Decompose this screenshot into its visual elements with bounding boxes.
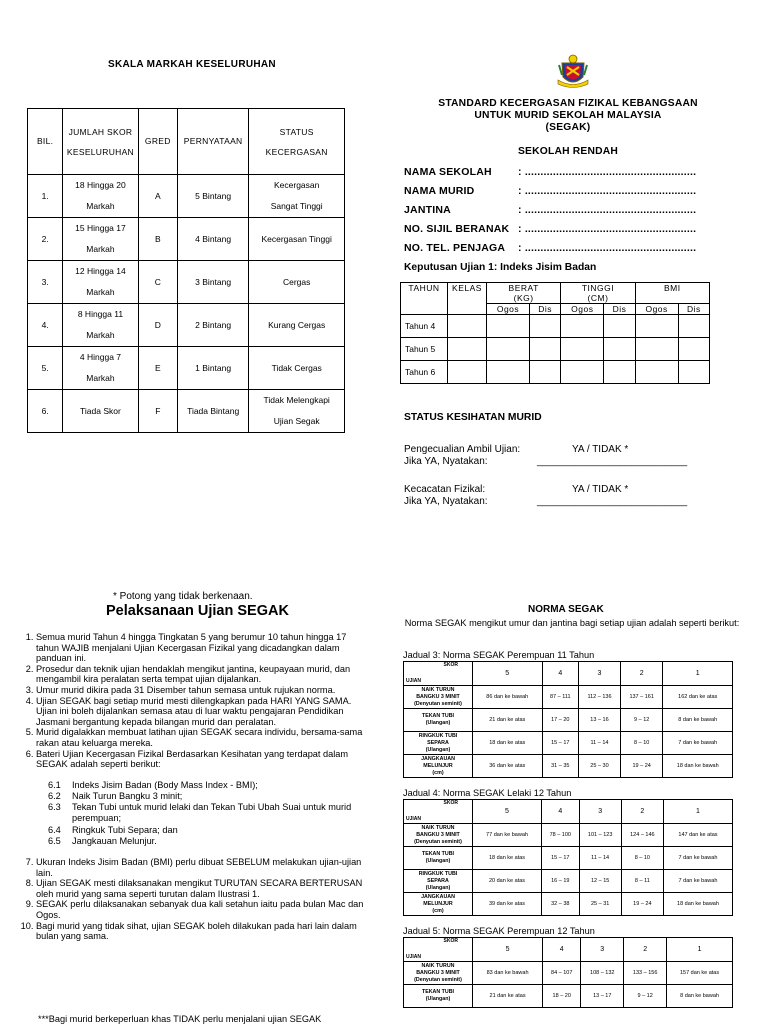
scale-table	[27, 108, 345, 433]
norma-value: 13 – 17	[581, 985, 624, 1008]
norma-value: 12 – 15	[579, 870, 621, 893]
bmi-row	[401, 338, 710, 361]
norma-value: 101 – 123	[579, 824, 621, 847]
norma-test-label: NAIK TURUN BANGKU 3 MINIT (Denyutan seminit)	[404, 686, 473, 709]
scale-header-skor: JUMLAH SKOR KESELURUHAN	[63, 109, 138, 175]
bmi-cell[interactable]	[487, 315, 530, 338]
scale-header-status: STATUS KECERGASAN	[249, 109, 345, 175]
scale-bil: 6.	[28, 390, 63, 433]
health-status-title: STATUS KESIHATAN MURID	[404, 412, 542, 423]
scale-skor: 4 Hingga 7 Markah	[63, 347, 138, 390]
bmi-cell[interactable]	[678, 361, 709, 384]
norma-row	[404, 847, 733, 870]
rules-list-2	[14, 857, 366, 942]
norma-table-title: Jadual 5: Norma SEGAK Perempuan 12 Tahun	[403, 926, 595, 936]
scale-pernyataan: 3 Bintang	[177, 261, 248, 304]
scale-pernyataan: 1 Bintang	[177, 347, 248, 390]
form-value-field[interactable]: : .......................................................	[518, 166, 697, 178]
norma-value: 77 dan ke bawah	[473, 824, 542, 847]
norma-value: 15 – 17	[542, 847, 580, 870]
form-label: NAMA MURID	[404, 185, 475, 197]
norma-value: 84 – 107	[543, 962, 581, 985]
bmi-sub-dis: Dis	[678, 304, 709, 315]
norma-score-header: 4	[542, 662, 579, 686]
norma-value: 9 – 12	[624, 985, 667, 1008]
norma-score-header: 4	[542, 800, 580, 824]
norma-score-header: 5	[473, 800, 542, 824]
bmi-cell[interactable]	[561, 315, 604, 338]
scale-row	[28, 261, 345, 304]
scale-row	[28, 304, 345, 347]
bmi-header-tahun: TAHUN	[401, 283, 448, 315]
norma-value: 31 – 35	[542, 755, 579, 778]
health-q1-line: ___________________________	[537, 456, 688, 467]
scale-status: Tidak Cergas	[249, 347, 345, 390]
norma-header-row	[404, 938, 733, 962]
scale-header-gred: GRED	[138, 109, 177, 175]
rule-item: 1. Semua murid Tahun 4 hingga Tingkatan 5 yang berumur 10 tahun hingga 17 tahun WAJIB menjalani Ujian Kecergasan Fizikal yang dicadangkan dalam panduan ini.	[36, 632, 366, 664]
norma-value: 162 dan ke atas	[663, 686, 733, 709]
bmi-row	[401, 361, 710, 384]
rule-item: 5. Murid digalakkan membuat latihan ujian SEGAK secara individu, bersama-sama rakan atau keluarga mereka.	[36, 727, 366, 748]
bmi-cell[interactable]	[561, 361, 604, 384]
bmi-header-kelas: KELAS	[448, 283, 487, 315]
norma-table	[403, 937, 733, 1008]
scale-status: Kurang Cergas	[249, 304, 345, 347]
pelaksanaan-footer: ***Bagi murid berkeperluan khas TIDAK perlu menjalani ujian SEGAK	[38, 1014, 322, 1024]
scale-gred: B	[138, 218, 177, 261]
norma-value: 83 dan ke bawah	[473, 962, 543, 985]
scale-bil: 4.	[28, 304, 63, 347]
rule-subitem: 6.2 Naik Turun Bangku 3 minit;	[48, 790, 183, 801]
norma-row	[404, 686, 733, 709]
scale-pernyataan: Tiada Bintang	[177, 390, 248, 433]
scale-skor: 12 Hingga 14 Markah	[63, 261, 138, 304]
norma-value: 7 dan ke bawah	[663, 847, 732, 870]
form-label: NO. SIJIL BERANAK	[404, 223, 510, 235]
bmi-cell[interactable]	[635, 315, 678, 338]
norma-score-header: 2	[621, 800, 663, 824]
norma-value: 8 dan ke bawah	[667, 985, 733, 1008]
norma-value: 137 – 161	[620, 686, 663, 709]
norma-value: 18 dan ke atas	[473, 732, 543, 755]
norma-value: 8 – 11	[621, 870, 663, 893]
bmi-header-berat: BERAT (KG)	[487, 283, 561, 304]
scale-row	[28, 175, 345, 218]
bmi-table	[400, 282, 710, 384]
scale-row	[28, 347, 345, 390]
crest-logo	[556, 53, 590, 89]
health-q2: Kecacatan Fizikal: Jika YA, Nyatakan:	[404, 484, 488, 507]
header-sub: SEKOLAH RENDAH	[517, 146, 619, 157]
norma-row	[404, 870, 733, 893]
norma-value: 108 – 132	[581, 962, 624, 985]
norma-desc: Norma SEGAK mengikut umur dan jantina bagi setiap ujian adalah seperti berikut:	[404, 618, 740, 628]
document-header	[400, 98, 736, 158]
scale-pernyataan: 4 Bintang	[177, 218, 248, 261]
norma-row	[404, 709, 733, 732]
bmi-cell[interactable]	[448, 361, 487, 384]
norma-value: 124 – 146	[621, 824, 663, 847]
norma-test-label: RINGKUK TUBI SEPARA (Ulangan)	[404, 732, 473, 755]
norma-test-label: TEKAN TUBI (Ulangan)	[404, 709, 473, 732]
bmi-header-bmi: BMI	[635, 283, 709, 304]
rule-item: 2. Prosedur dan teknik ujian hendaklah mengikut jantina, keupayaan murid, dan mengambil kira peralatan serta tempat ujian dijalankan.	[36, 664, 366, 685]
header-line-1: STANDARD KECERGASAN FIZIKAL KEBANGSAAN	[438, 98, 698, 109]
norma-row	[404, 755, 733, 778]
bmi-row	[401, 315, 710, 338]
form-label: NAMA SEKOLAH	[404, 166, 492, 178]
norma-row	[404, 732, 733, 755]
norma-test-label: TEKAN TUBI (Ulangan)	[404, 985, 473, 1008]
norma-value: 25 – 31	[579, 893, 621, 916]
norma-value: 7 dan ke bawah	[663, 870, 732, 893]
norma-test-label: NAIK TURUN BANGKU 3 MINIT (Denyutan seminit)	[404, 824, 473, 847]
norma-value: 147 dan ke atas	[663, 824, 732, 847]
norma-table-title: Jadual 4: Norma SEGAK Lelaki 12 Tahun	[403, 788, 572, 798]
norma-value: 8 dan ke bawah	[663, 709, 733, 732]
norma-value: 21 dan ke atas	[473, 709, 543, 732]
norma-title: NORMA SEGAK	[528, 604, 604, 615]
bmi-cell[interactable]	[604, 361, 635, 384]
norma-score-header: 1	[663, 662, 733, 686]
norma-value: 133 – 156	[624, 962, 667, 985]
rule-subitem: 6.4 Ringkuk Tubi Separa; dan	[48, 824, 178, 835]
norma-value: 8 – 10	[621, 847, 663, 870]
bmi-sub-ogos: Ogos	[487, 304, 530, 315]
bmi-cell[interactable]	[678, 338, 709, 361]
health-q2-line: ___________________________	[537, 496, 688, 507]
health-q1-yesno: YA / TIDAK *	[572, 444, 629, 455]
scale-status: Kecergasan Tinggi	[249, 218, 345, 261]
norma-test-label: JANGKAUAN MELUNJUR (cm)	[404, 893, 473, 916]
bmi-row-label: Tahun 5	[401, 338, 448, 361]
scale-skor: Tiada Skor	[63, 390, 138, 433]
bmi-cell[interactable]	[487, 338, 530, 361]
form-row	[404, 166, 734, 185]
norma-value: 78 – 100	[542, 824, 580, 847]
scale-bil: 1.	[28, 175, 63, 218]
header-line-2: UNTUK MURID SEKOLAH MALAYSIA	[474, 110, 662, 121]
rule-item: 9. SEGAK perlu dilaksanakan sebanyak dua kali setahun iaitu pada bulan Mac dan Ogos.	[36, 899, 366, 920]
scale-pernyataan: 2 Bintang	[177, 304, 248, 347]
bmi-cell[interactable]	[530, 315, 561, 338]
norma-header-corner: SKOR UJIAN	[404, 938, 473, 962]
norma-test-label: NAIK TURUN BANGKU 3 MINIT (Denyutan seminit)	[404, 962, 473, 985]
bmi-sub-dis: Dis	[530, 304, 561, 315]
norma-value: 21 dan ke atas	[473, 985, 543, 1008]
scale-gred: F	[138, 390, 177, 433]
norma-row	[404, 985, 733, 1008]
norma-score-header: 4	[543, 938, 581, 962]
scale-bil: 3.	[28, 261, 63, 304]
form-label: NO. TEL. PENJAGA	[404, 242, 506, 254]
norma-value: 18 dan ke atas	[473, 847, 542, 870]
bmi-cell[interactable]	[448, 338, 487, 361]
norma-score-header: 5	[473, 938, 543, 962]
bmi-cell[interactable]	[604, 338, 635, 361]
norma-test-label: RINGKUK TUBI SEPARA (Ulangan)	[404, 870, 473, 893]
norma-value: 18 dan ke bawah	[663, 893, 732, 916]
norma-value: 17 – 20	[542, 709, 579, 732]
norma-value: 19 – 24	[620, 755, 663, 778]
scale-gred: C	[138, 261, 177, 304]
scale-bil: 5.	[28, 347, 63, 390]
rule-item: 6. Bateri Ujian Kecergasan Fizikal Berdasarkan Kesihatan yang terdapat dalam SEGAK adalah seperti berikut:	[36, 749, 366, 770]
pelaksanaan-list	[14, 632, 366, 942]
norma-value: 13 – 16	[579, 709, 621, 732]
norma-header-corner: SKOR UJIAN	[404, 662, 473, 686]
bmi-cell[interactable]	[530, 361, 561, 384]
norma-test-label: JANGKAUAN MELUNJUR (cm)	[404, 755, 473, 778]
norma-score-header: 2	[620, 662, 663, 686]
norma-row	[404, 962, 733, 985]
rule-item: 7. Ukuran Indeks Jisim Badan (BMI) perlu dibuat SEBELUM melakukan ujian-ujian lain.	[36, 857, 366, 878]
form-row	[404, 204, 734, 223]
bmi-row-label: Tahun 6	[401, 361, 448, 384]
norma-table-title: Jadual 3: Norma SEGAK Perempuan 11 Tahun	[403, 650, 595, 660]
norma-row	[404, 824, 733, 847]
norma-score-header: 5	[473, 662, 543, 686]
pelaksanaan-title: Pelaksanaan Ujian SEGAK	[106, 603, 289, 619]
student-form	[404, 166, 734, 261]
scale-row	[28, 218, 345, 261]
strike-note: * Potong yang tidak berkenaan.	[113, 591, 253, 602]
bmi-cell[interactable]	[678, 315, 709, 338]
health-q1: Pengecualian Ambil Ujian: Jika YA, Nyatakan:	[404, 444, 521, 467]
form-value-field[interactable]: : .......................................................	[518, 204, 697, 216]
form-value-field[interactable]: : .......................................................	[518, 185, 697, 197]
scale-header-pernyataan: PERNYATAAN	[177, 109, 248, 175]
form-row	[404, 185, 734, 204]
rule-subitem: 6.3 Tekan Tubi untuk murid lelaki dan Tekan Tubi Ubah Suai untuk murid perempuan;	[48, 802, 352, 824]
norma-value: 15 – 17	[542, 732, 579, 755]
bmi-sub-dis: Dis	[604, 304, 635, 315]
norma-row	[404, 893, 733, 916]
scale-pernyataan: 5 Bintang	[177, 175, 248, 218]
rules-sublist	[48, 780, 366, 847]
norma-value: 19 – 24	[621, 893, 663, 916]
scale-status: Kecergasan Sangat Tinggi	[249, 175, 345, 218]
bmi-cell[interactable]	[487, 361, 530, 384]
rule-subitem: 6.1 Indeks Jisim Badan (Body Mass Index - BMI);	[48, 779, 258, 790]
scale-bil: 2.	[28, 218, 63, 261]
norma-header-row	[404, 800, 733, 824]
norma-value: 86 dan ke bawah	[473, 686, 543, 709]
norma-score-header: 3	[579, 800, 621, 824]
form-value-field[interactable]: : .......................................................	[518, 223, 697, 235]
bmi-sub-ogos: Ogos	[561, 304, 604, 315]
scale-gred: A	[138, 175, 177, 218]
norma-value: 20 dan ke atas	[473, 870, 542, 893]
scale-row	[28, 390, 345, 433]
norma-test-label: TEKAN TUBI (Ulangan)	[404, 847, 473, 870]
norma-value: 36 dan ke atas	[473, 755, 543, 778]
scale-skor: 18 Hingga 20 Markah	[63, 175, 138, 218]
bmi-cell[interactable]	[530, 338, 561, 361]
scale-skor: 8 Hingga 11 Markah	[63, 304, 138, 347]
norma-value: 112 – 136	[579, 686, 621, 709]
bmi-cell[interactable]	[448, 315, 487, 338]
scale-skor: 15 Hingga 17 Markah	[63, 218, 138, 261]
norma-value: 32 – 38	[542, 893, 580, 916]
norma-value: 87 – 111	[542, 686, 579, 709]
norma-table	[403, 799, 733, 916]
rule-subitem: 6.5 Jangkauan Melunjur.	[48, 835, 157, 846]
scale-status: Cergas	[249, 261, 345, 304]
scale-title: SKALA MARKAH KESELURUHAN	[108, 59, 276, 70]
norma-score-header: 3	[581, 938, 624, 962]
bmi-row-label: Tahun 4	[401, 315, 448, 338]
rule-item: 8. Ujian SEGAK mesti dilaksanakan mengikut TURUTAN SECARA BERTERUSAN oleh murid yang sama seperti turutan dalam Ilustrasi 1.	[36, 878, 366, 899]
norma-value: 157 dan ke atas	[667, 962, 733, 985]
scale-gred: D	[138, 304, 177, 347]
norma-value: 16 – 19	[542, 870, 580, 893]
rule-item: 4. Ujian SEGAK bagi setiap murid mesti dilengkapkan pada HARI YANG SAMA. Ujian ini boleh dijalankan semasa atau di luar waktu pengajaran Pendidikan Jasmani bergantung kepada bilangan murid dan peralatan.	[36, 696, 366, 728]
norma-value: 11 – 14	[579, 847, 621, 870]
rule-item: 10. Bagi murid yang tidak sihat, ujian SEGAK boleh dilakukan pada hari lain dalam bulan yang sama.	[36, 921, 366, 942]
norma-score-header: 1	[667, 938, 733, 962]
norma-tables	[403, 650, 733, 1008]
rule-item: 3. Umur murid dikira pada 31 Disember tahun semasa untuk rujukan norma.	[36, 685, 366, 696]
form-row	[404, 242, 734, 261]
form-value-field[interactable]: : .......................................................	[518, 242, 697, 254]
norma-value: 7 dan ke bawah	[663, 732, 733, 755]
bmi-cell[interactable]	[635, 361, 678, 384]
bmi-cell[interactable]	[561, 338, 604, 361]
scale-gred: E	[138, 347, 177, 390]
scale-status: Tidak Melengkapi Ujian Segak	[249, 390, 345, 433]
norma-value: 18 – 20	[543, 985, 581, 1008]
bmi-title: Keputusan Ujian 1: Indeks Jisim Badan	[404, 262, 597, 273]
norma-score-header: 1	[663, 800, 732, 824]
bmi-cell[interactable]	[604, 315, 635, 338]
norma-value: 11 – 14	[579, 732, 621, 755]
scale-header-bil: BIL.	[28, 109, 63, 175]
bmi-cell[interactable]	[635, 338, 678, 361]
rules-list-1	[14, 632, 366, 770]
header-line-3: (SEGAK)	[545, 122, 591, 133]
norma-value: 39 dan ke atas	[473, 893, 542, 916]
norma-value: 9 – 12	[620, 709, 663, 732]
bmi-header-tinggi: TINGGI (CM)	[561, 283, 635, 304]
health-q2-yesno: YA / TIDAK *	[572, 484, 629, 495]
norma-header-corner: SKOR UJIAN	[404, 800, 473, 824]
norma-value: 25 – 30	[579, 755, 621, 778]
norma-table	[403, 661, 733, 778]
bmi-sub-ogos: Ogos	[635, 304, 678, 315]
norma-score-header: 3	[579, 662, 621, 686]
norma-header-row	[404, 662, 733, 686]
norma-value: 8 – 10	[620, 732, 663, 755]
norma-value: 18 dan ke bawah	[663, 755, 733, 778]
form-row	[404, 223, 734, 242]
norma-score-header: 2	[624, 938, 667, 962]
form-label: JANTINA	[404, 204, 451, 216]
